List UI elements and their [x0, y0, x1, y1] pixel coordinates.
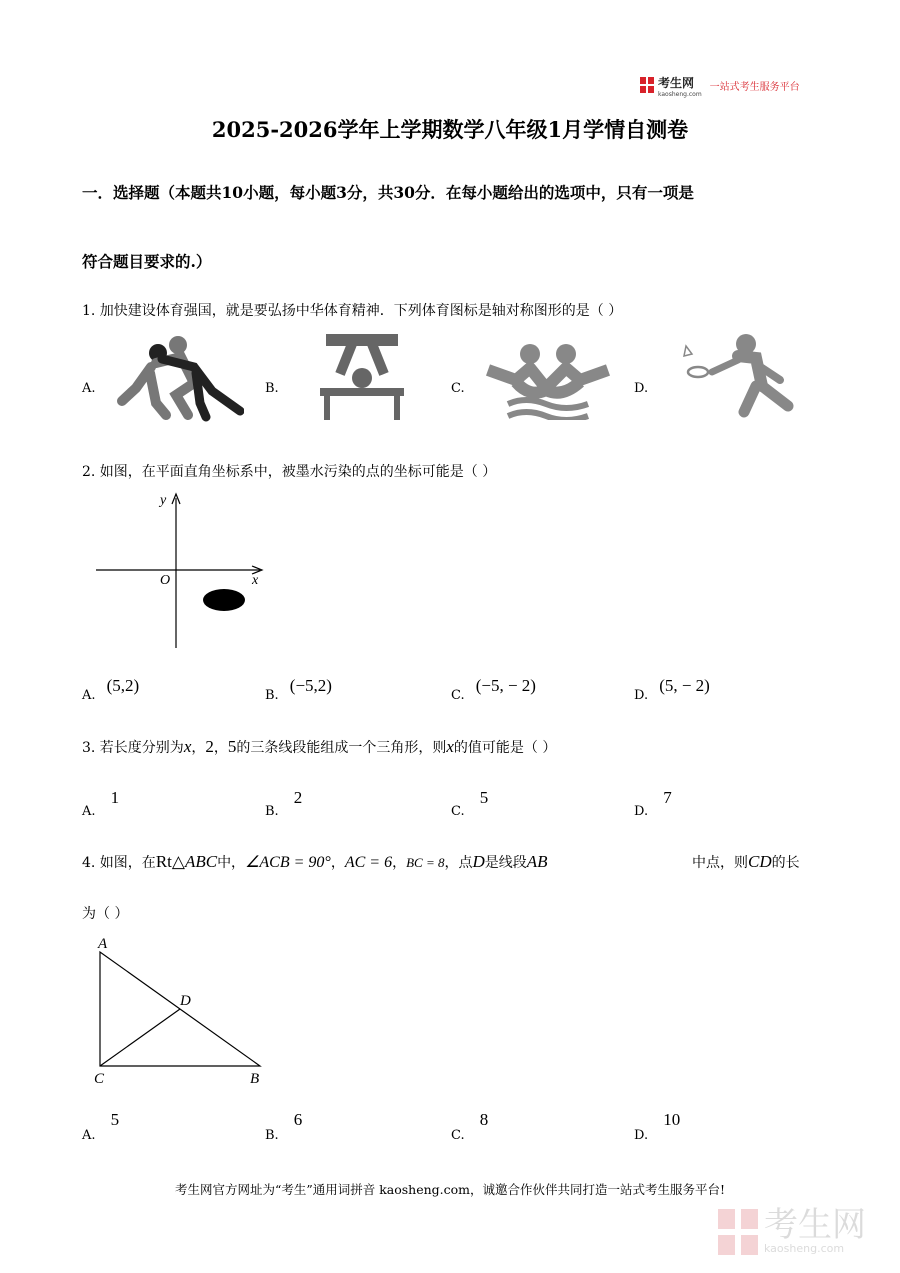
- logo-mark-icon: [640, 77, 654, 93]
- q4-option-d: [634, 1110, 681, 1143]
- q4-option-d-label: D.: [634, 1128, 649, 1143]
- q4-option-a-value: 5: [110, 1110, 120, 1129]
- watermark-text: 考生网: [764, 1205, 866, 1245]
- q4-option-c-label: C.: [451, 1128, 465, 1143]
- q2-option-c-value: (−5, − 2): [475, 676, 536, 695]
- q4-t1: 中，: [217, 855, 246, 871]
- q4-bc: BC = 8: [406, 855, 445, 870]
- q2-option-d-label: D.: [634, 688, 649, 703]
- q4-t4: ，点: [444, 855, 473, 871]
- q3-option-d-value: 7: [663, 788, 672, 807]
- q3-var-x2: x: [446, 737, 454, 756]
- wrestling-icon: [116, 333, 244, 423]
- q2-option-a-label: A.: [82, 688, 96, 703]
- q2-option-d: [634, 676, 710, 703]
- q3-option-c-label: C.: [451, 804, 465, 819]
- vertex-c-label: C: [94, 1071, 105, 1087]
- q2-option-b-label: B.: [265, 688, 279, 703]
- q3-mid: 的三条线段能组成一个三角形，则: [236, 740, 447, 756]
- q3-option-c: [451, 788, 489, 819]
- q3-option-b-value: 2: [293, 788, 303, 807]
- q2-option-a-value: (5,2): [106, 676, 140, 695]
- q4-t2: ，: [330, 855, 345, 871]
- q4-ab: AB: [526, 852, 548, 871]
- x-axis-label: x: [252, 573, 259, 588]
- q4-d: D: [472, 852, 485, 871]
- q1-option-a-label: A.: [82, 381, 96, 396]
- q4-abc: ABC: [184, 852, 218, 871]
- q2-option-b-value: (−5,2): [289, 676, 332, 695]
- q4-t5: 是线段: [484, 855, 527, 871]
- q3-option-c-value: 5: [479, 788, 489, 807]
- q4-rt: Rt△: [155, 852, 185, 871]
- y-axis-label: y: [160, 493, 167, 508]
- q3-sep1: ，: [191, 740, 206, 756]
- q1-option-d-label: D.: [634, 381, 649, 396]
- q4-option-c-value: 8: [479, 1110, 489, 1129]
- right-triangle-figure: [88, 930, 268, 1088]
- q4-option-c: [451, 1110, 489, 1143]
- question-4-text-end: [692, 852, 800, 872]
- q4-pre: 4. 如图，在: [82, 855, 156, 871]
- vertex-a-label: A: [98, 936, 108, 952]
- q3-option-b: [265, 788, 303, 819]
- ink-blot: [203, 589, 245, 611]
- question-4-line2: 为（ ）: [82, 906, 129, 922]
- q3-option-d: [634, 788, 672, 819]
- q2-option-a: [82, 676, 140, 703]
- q4-option-b-value: 6: [293, 1110, 303, 1129]
- watermark-mark-icon: [718, 1209, 758, 1255]
- page-footer: 考生网官方网址为“考生”通用词拼音 kaosheng.com，诚邀合作伙伴共同打造一站式考生服务平台!: [174, 1182, 726, 1197]
- q4-option-a-label: A.: [82, 1128, 96, 1143]
- question-3-text: [82, 737, 556, 757]
- vertex-b-label: B: [250, 1071, 260, 1087]
- q3-option-d-label: D.: [634, 804, 649, 819]
- segment-cd: [100, 1009, 180, 1066]
- section-heading-line2: 符合题目要求的.）: [82, 252, 212, 271]
- q4-option-d-value: 10: [663, 1110, 681, 1129]
- page-title: 2025-2026学年上学期数学八年级1月学情自测卷: [211, 117, 689, 142]
- q3-option-a: [82, 788, 120, 819]
- coordinate-plane-figure: [94, 490, 266, 652]
- question-1-text: 1. 加快建设体育强国，就是要弘扬中华体育精神．下列体育图标是轴对称图形的是（ ）: [82, 303, 623, 319]
- q4-cd: CD: [748, 852, 772, 871]
- q3-pre: 3. 若长度分别为: [82, 740, 184, 756]
- q3-option-b-label: B.: [265, 804, 279, 819]
- section-heading-line1: 一．选择题（本题共10小题，每小题3分，共30分．在每小题给出的选项中，只有一项是: [82, 183, 694, 202]
- point-d-label: D: [180, 993, 191, 1009]
- synchronized-swimming-icon: [486, 338, 610, 420]
- question-2-text: 2. 如图，在平面直角坐标系中，被墨水污染的点的坐标可能是（ ）: [82, 464, 497, 480]
- q4-ac: AC = 6: [344, 854, 393, 871]
- q3-option-a-value: 1: [110, 788, 120, 807]
- logo-slogan: 一站式考生服务平台: [709, 81, 800, 93]
- watermark-logo: [718, 1205, 866, 1255]
- q3-sep2: ，: [213, 740, 228, 756]
- q2-option-c: [451, 676, 536, 703]
- q2-option-b: [265, 676, 332, 703]
- q3-var-x: x: [183, 737, 192, 756]
- origin-label: O: [160, 573, 171, 588]
- q3-option-a-label: A.: [82, 804, 96, 819]
- q3-num-5: 5: [227, 737, 237, 756]
- q4-option-a: [82, 1110, 120, 1143]
- logo-sub: kaosheng.com: [658, 91, 702, 98]
- watermark-sub: kaosheng.com: [764, 1242, 845, 1255]
- q4-t6: 中点，则: [692, 855, 748, 871]
- q1-option-c-label: C.: [451, 381, 465, 396]
- q2-option-c-label: C.: [451, 688, 465, 703]
- q4-angle: ∠ACB = 90°: [245, 854, 331, 871]
- q1-option-b-label: B.: [265, 381, 279, 396]
- q4-option-b-label: B.: [265, 1128, 279, 1143]
- q4-option-b: [265, 1110, 303, 1143]
- q3-num-2: 2: [205, 737, 214, 756]
- badminton-icon: [672, 330, 798, 422]
- q4-t3: ，: [392, 855, 407, 871]
- q3-post: 的值可能是（ ）: [453, 740, 557, 756]
- logo-name: 考生网: [658, 76, 695, 90]
- q4-t7: 的长: [771, 855, 800, 871]
- gymnastics-vault-icon: [300, 330, 424, 422]
- q2-option-d-value: (5, − 2): [659, 676, 710, 695]
- header-logo: [640, 72, 800, 98]
